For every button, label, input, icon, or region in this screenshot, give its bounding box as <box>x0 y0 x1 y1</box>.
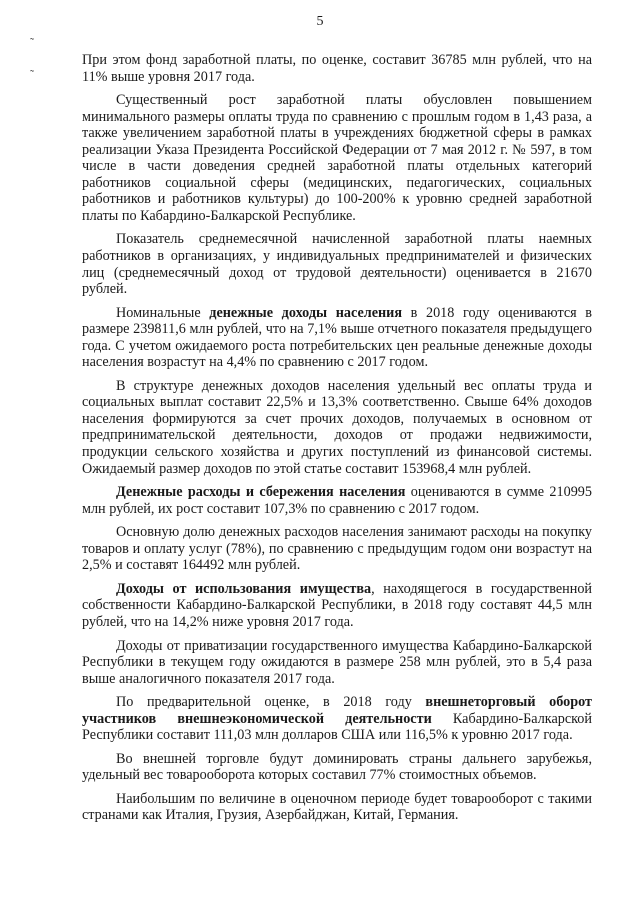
paragraph-text: Существенный рост заработной платы обусловлен повышением минимального размеры оплаты труда по сравнению с прошлым годом в 1,43 раза, а также увеличением заработной платы в учреждениях бюджетной сферы в рамках реализации Указа Президента Российской Федерации от 7 мая 2012 г. № 597, в том числе в части доведения средней заработной платы отдельных категорий работников социальной сферы (медицинских, педагогических, социальных работников и работников культуры) до 100-200% к уровню средней заработной платы по Кабардино-Балкарской Республике. <box>82 92 592 224</box>
paragraph <box>82 92 592 224</box>
paragraph <box>82 524 592 574</box>
paragraph <box>82 638 592 688</box>
paragraph <box>82 694 592 744</box>
bold-term: Денежные расходы и сбережения населения <box>116 484 406 501</box>
document-body <box>82 52 592 831</box>
paragraph <box>82 581 592 631</box>
paragraph-text: Номинальные <box>116 304 210 321</box>
bold-term: Доходы от использования имущества <box>116 580 372 597</box>
paragraph <box>82 484 592 517</box>
paragraph <box>82 231 592 297</box>
paragraph-text: Кабардино-Балкарской Республики составит 111,03 млн долларов США или 116,5% к уровню 2017 года. <box>82 710 592 744</box>
paragraph <box>82 791 592 824</box>
paragraph-text: Показатель среднемесячной начисленной заработной платы наемных работников в организациях, у индивидуальных предпринимателей и физических лиц (среднемесячный доход от трудовой деятельности) оценивается в 21670 рублей. <box>82 231 592 298</box>
bold-term: денежные доходы населения <box>209 304 403 321</box>
margin-mark: ˜ <box>30 35 34 49</box>
paragraph-text: оцениваются в сумме 210995 млн рублей, их рост составит 107,3% по сравнению с 2017 годом. <box>82 484 592 517</box>
page-number: 5 <box>316 14 324 29</box>
paragraph <box>82 305 592 371</box>
paragraph-text: Наибольшим по величине в оценочном периоде будет товарооборот с такими странами как Италия, Грузия, Азербайджан, Китай, Германия. <box>82 790 592 824</box>
paragraph <box>82 52 592 85</box>
paragraph-text: Во внешней торговле будут доминировать страны дальнего зарубежья, удельный вес товарооборота которых составил 77% стоимостных объемов. <box>82 750 592 784</box>
paragraph-text: , находящегося в государственной собственности Кабардино-Балкарской Республики, в 2018 году составят 44,5 млн рублей, что на 14,2% ниже уровня 2017 года. <box>82 580 592 630</box>
paragraph-text: При этом фонд заработной платы, по оценке, составит 36785 млн рублей, что на 11% выше уровня 2017 года. <box>82 52 592 85</box>
margin-mark: ˜ <box>30 67 34 81</box>
paragraph-text: Доходы от приватизации государственного имущества Кабардино-Балкарской Республики в текущем году ожидаются в размере 258 млн рублей, это в 5,4 раза выше аналогичного показателя 2017 года. <box>82 637 592 687</box>
bold-term: внешнеторговый оборот участников внешнеэкономической деятельности <box>82 694 592 727</box>
paragraph-text: в 2018 году оцениваются в размере 239811,6 млн рублей, что на 7,1% выше отчетного показателя предыдущего года. С учетом ожидаемого роста потребительских цен реальные денежные доходы населения возрастут на 4,4% по сравнению с 2017 годом. <box>82 304 592 371</box>
paragraph <box>82 378 592 477</box>
paragraph <box>82 751 592 784</box>
paragraph-text: По предварительной оценке, в 2018 году <box>116 694 426 711</box>
paragraph-text: В структуре денежных доходов населения удельный вес оплаты труда и социальных выплат составит 22,5% и 13,3% соответственно. Свыше 64% доходов населения формируются за счет прочих доходов, получаемых в основном от предпринимательской деятельности, доходов от продажи недвижимости, продукции сельского хозяйства и других поступлений из финансовой системы. Ожидаемый размер доходов по этой статье составит 153968,4 млн рублей. <box>82 377 592 477</box>
paragraph-text: Основную долю денежных расходов населения занимают расходы на покупку товаров и оплату услуг (78%), по сравнению с предыдущим годом они возрастут на 2,5% и составят 164492 млн рублей. <box>82 524 592 574</box>
